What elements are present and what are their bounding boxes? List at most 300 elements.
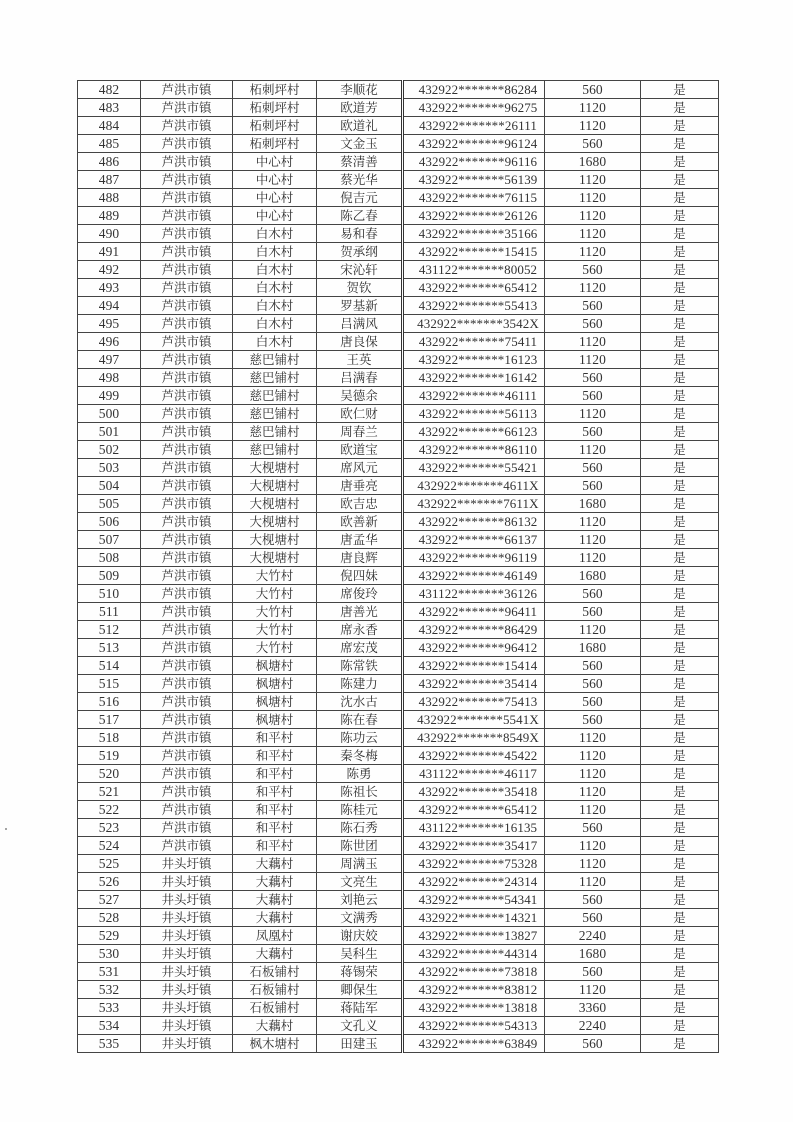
row-number-cell: 495	[78, 315, 141, 333]
status-cell: 是	[641, 477, 719, 495]
name-cell: 蔡清善	[317, 153, 403, 171]
amount-cell: 560	[545, 459, 641, 477]
status-cell: 是	[641, 945, 719, 963]
table-row	[78, 639, 719, 657]
name-cell: 吴德余	[317, 387, 403, 405]
status-cell: 是	[641, 423, 719, 441]
id-number-cell: 432922*******35417	[403, 837, 545, 855]
name-cell: 唐善光	[317, 603, 403, 621]
town-cell: 芦洪市镇	[141, 675, 233, 693]
name-cell: 陈祖长	[317, 783, 403, 801]
row-number-cell: 498	[78, 369, 141, 387]
row-number-cell: 523	[78, 819, 141, 837]
name-cell: 欧道芳	[317, 99, 403, 117]
amount-cell: 560	[545, 81, 641, 99]
table-row	[78, 459, 719, 477]
status-cell: 是	[641, 855, 719, 873]
village-cell: 枫塘村	[233, 711, 317, 729]
town-cell: 芦洪市镇	[141, 153, 233, 171]
table-row	[78, 747, 719, 765]
name-cell: 王英	[317, 351, 403, 369]
name-cell: 吕满春	[317, 369, 403, 387]
village-cell: 慈巴铺村	[233, 423, 317, 441]
village-cell: 白木村	[233, 315, 317, 333]
id-number-cell: 432922*******65412	[403, 801, 545, 819]
village-cell: 大竹村	[233, 567, 317, 585]
row-number-cell: 497	[78, 351, 141, 369]
town-cell: 井头圩镇	[141, 981, 233, 999]
table-row	[78, 999, 719, 1017]
town-cell: 芦洪市镇	[141, 369, 233, 387]
name-cell: 陈常铁	[317, 657, 403, 675]
name-cell: 席风元	[317, 459, 403, 477]
village-cell: 大枧塘村	[233, 549, 317, 567]
town-cell: 芦洪市镇	[141, 585, 233, 603]
village-cell: 大竹村	[233, 585, 317, 603]
town-cell: 芦洪市镇	[141, 747, 233, 765]
amount-cell: 2240	[545, 927, 641, 945]
name-cell: 唐良辉	[317, 549, 403, 567]
status-cell: 是	[641, 567, 719, 585]
village-cell: 枫塘村	[233, 693, 317, 711]
amount-cell: 560	[545, 369, 641, 387]
amount-cell: 560	[545, 315, 641, 333]
id-number-cell: 432922*******55413	[403, 297, 545, 315]
table-row	[78, 891, 719, 909]
table-row	[78, 927, 719, 945]
row-number-cell: 496	[78, 333, 141, 351]
row-number-cell: 485	[78, 135, 141, 153]
row-number-cell: 486	[78, 153, 141, 171]
name-cell: 席宏茂	[317, 639, 403, 657]
name-cell: 席永香	[317, 621, 403, 639]
id-number-cell: 432922*******35418	[403, 783, 545, 801]
table-row	[78, 657, 719, 675]
amount-cell: 1120	[545, 207, 641, 225]
village-cell: 中心村	[233, 153, 317, 171]
id-number-cell: 432922*******4611X	[403, 477, 545, 495]
status-cell: 是	[641, 153, 719, 171]
amount-cell: 560	[545, 909, 641, 927]
status-cell: 是	[641, 585, 719, 603]
status-cell: 是	[641, 711, 719, 729]
town-cell: 井头圩镇	[141, 1017, 233, 1035]
row-number-cell: 526	[78, 873, 141, 891]
id-number-cell: 432922*******46111	[403, 387, 545, 405]
village-cell: 大藕村	[233, 1017, 317, 1035]
id-number-cell: 432922*******13818	[403, 999, 545, 1017]
name-cell: 贺承纲	[317, 243, 403, 261]
amount-cell: 1120	[545, 837, 641, 855]
town-cell: 芦洪市镇	[141, 801, 233, 819]
table-row	[78, 513, 719, 531]
amount-cell: 1680	[545, 945, 641, 963]
table-row	[78, 963, 719, 981]
table-row	[78, 837, 719, 855]
table-row	[78, 729, 719, 747]
amount-cell: 560	[545, 675, 641, 693]
id-number-cell: 432922*******14321	[403, 909, 545, 927]
table-row	[78, 81, 719, 99]
name-cell: 欧吉忠	[317, 495, 403, 513]
name-cell: 吕满风	[317, 315, 403, 333]
town-cell: 芦洪市镇	[141, 513, 233, 531]
name-cell: 文满秀	[317, 909, 403, 927]
status-cell: 是	[641, 963, 719, 981]
id-number-cell: 432922*******46149	[403, 567, 545, 585]
name-cell: 唐垂亮	[317, 477, 403, 495]
amount-cell: 3360	[545, 999, 641, 1017]
town-cell: 芦洪市镇	[141, 639, 233, 657]
row-number-cell: 509	[78, 567, 141, 585]
id-number-cell: 432922*******54341	[403, 891, 545, 909]
town-cell: 芦洪市镇	[141, 441, 233, 459]
name-cell: 倪吉元	[317, 189, 403, 207]
row-number-cell: 534	[78, 1017, 141, 1035]
row-number-cell: 484	[78, 117, 141, 135]
town-cell: 芦洪市镇	[141, 729, 233, 747]
table-row	[78, 855, 719, 873]
town-cell: 芦洪市镇	[141, 189, 233, 207]
row-number-cell: 487	[78, 171, 141, 189]
status-cell: 是	[641, 369, 719, 387]
name-cell: 沈水古	[317, 693, 403, 711]
table-row	[78, 873, 719, 891]
town-cell: 芦洪市镇	[141, 279, 233, 297]
amount-cell: 1120	[545, 873, 641, 891]
id-number-cell: 432922*******3542X	[403, 315, 545, 333]
amount-cell: 1680	[545, 495, 641, 513]
amount-cell: 560	[545, 819, 641, 837]
table-row	[78, 351, 719, 369]
status-cell: 是	[641, 225, 719, 243]
row-number-cell: 516	[78, 693, 141, 711]
village-cell: 柘刺坪村	[233, 81, 317, 99]
town-cell: 芦洪市镇	[141, 657, 233, 675]
id-number-cell: 432922*******86132	[403, 513, 545, 531]
row-number-cell: 508	[78, 549, 141, 567]
table-row	[78, 405, 719, 423]
row-number-cell: 494	[78, 297, 141, 315]
name-cell: 欧仁财	[317, 405, 403, 423]
status-cell: 是	[641, 891, 719, 909]
table-row	[78, 207, 719, 225]
table-row	[78, 279, 719, 297]
village-cell: 和平村	[233, 747, 317, 765]
table-row	[78, 621, 719, 639]
village-cell: 中心村	[233, 207, 317, 225]
row-number-cell: 482	[78, 81, 141, 99]
name-cell: 文金玉	[317, 135, 403, 153]
id-number-cell: 432922*******55421	[403, 459, 545, 477]
town-cell: 芦洪市镇	[141, 243, 233, 261]
name-cell: 欧善新	[317, 513, 403, 531]
town-cell: 芦洪市镇	[141, 315, 233, 333]
id-number-cell: 432922*******16123	[403, 351, 545, 369]
amount-cell: 1120	[545, 621, 641, 639]
name-cell: 蒋陆军	[317, 999, 403, 1017]
row-number-cell: 505	[78, 495, 141, 513]
id-number-cell: 432922*******86110	[403, 441, 545, 459]
id-number-cell: 432922*******96412	[403, 639, 545, 657]
amount-cell: 560	[545, 477, 641, 495]
town-cell: 芦洪市镇	[141, 333, 233, 351]
status-cell: 是	[641, 819, 719, 837]
table-row	[78, 711, 719, 729]
status-cell: 是	[641, 873, 719, 891]
row-number-cell: 491	[78, 243, 141, 261]
row-number-cell: 504	[78, 477, 141, 495]
table-row	[78, 225, 719, 243]
row-number-cell: 501	[78, 423, 141, 441]
table-row	[78, 189, 719, 207]
amount-cell: 1120	[545, 189, 641, 207]
amount-cell: 1120	[545, 333, 641, 351]
status-cell: 是	[641, 657, 719, 675]
row-number-cell: 530	[78, 945, 141, 963]
row-number-cell: 527	[78, 891, 141, 909]
table-row	[78, 117, 719, 135]
id-number-cell: 432922*******96275	[403, 99, 545, 117]
status-cell: 是	[641, 459, 719, 477]
id-number-cell: 431122*******46117	[403, 765, 545, 783]
table-row	[78, 675, 719, 693]
id-number-cell: 431122*******16135	[403, 819, 545, 837]
town-cell: 芦洪市镇	[141, 387, 233, 405]
amount-cell: 560	[545, 891, 641, 909]
village-cell: 柘刺坪村	[233, 99, 317, 117]
amount-cell: 1120	[545, 279, 641, 297]
town-cell: 芦洪市镇	[141, 549, 233, 567]
id-number-cell: 431122*******80052	[403, 261, 545, 279]
amount-cell: 1680	[545, 639, 641, 657]
amount-cell: 1120	[545, 765, 641, 783]
town-cell: 芦洪市镇	[141, 171, 233, 189]
row-number-cell: 529	[78, 927, 141, 945]
town-cell: 芦洪市镇	[141, 837, 233, 855]
name-cell: 田建玉	[317, 1035, 403, 1053]
status-cell: 是	[641, 729, 719, 747]
table-row	[78, 801, 719, 819]
status-cell: 是	[641, 297, 719, 315]
id-number-cell: 432922*******75328	[403, 855, 545, 873]
name-cell: 席俊玲	[317, 585, 403, 603]
name-cell: 陈在春	[317, 711, 403, 729]
amount-cell: 560	[545, 1035, 641, 1053]
amount-cell: 560	[545, 693, 641, 711]
id-number-cell: 432922*******66123	[403, 423, 545, 441]
amount-cell: 1120	[545, 801, 641, 819]
amount-cell: 560	[545, 711, 641, 729]
town-cell: 芦洪市镇	[141, 207, 233, 225]
amount-cell: 2240	[545, 1017, 641, 1035]
id-number-cell: 432922*******65412	[403, 279, 545, 297]
id-number-cell: 432922*******75413	[403, 693, 545, 711]
row-number-cell: 513	[78, 639, 141, 657]
amount-cell: 1120	[545, 99, 641, 117]
town-cell: 芦洪市镇	[141, 297, 233, 315]
table-row	[78, 495, 719, 513]
status-cell: 是	[641, 171, 719, 189]
status-cell: 是	[641, 279, 719, 297]
status-cell: 是	[641, 909, 719, 927]
name-cell: 唐良保	[317, 333, 403, 351]
name-cell: 陈功云	[317, 729, 403, 747]
table-row	[78, 549, 719, 567]
row-number-cell: 535	[78, 1035, 141, 1053]
row-number-cell: 520	[78, 765, 141, 783]
village-cell: 石板铺村	[233, 981, 317, 999]
name-cell: 文孔义	[317, 1017, 403, 1035]
roster-table	[77, 80, 719, 1053]
amount-cell: 1680	[545, 567, 641, 585]
village-cell: 和平村	[233, 801, 317, 819]
village-cell: 大竹村	[233, 621, 317, 639]
name-cell: 秦冬梅	[317, 747, 403, 765]
town-cell: 井头圩镇	[141, 927, 233, 945]
village-cell: 柘刺坪村	[233, 117, 317, 135]
village-cell: 大枧塘村	[233, 513, 317, 531]
town-cell: 芦洪市镇	[141, 783, 233, 801]
amount-cell: 1120	[545, 549, 641, 567]
town-cell: 芦洪市镇	[141, 225, 233, 243]
row-number-cell: 528	[78, 909, 141, 927]
village-cell: 石板铺村	[233, 963, 317, 981]
table-row	[78, 1017, 719, 1035]
village-cell: 白木村	[233, 279, 317, 297]
amount-cell: 1120	[545, 171, 641, 189]
town-cell: 井头圩镇	[141, 909, 233, 927]
id-number-cell: 432922*******73818	[403, 963, 545, 981]
status-cell: 是	[641, 513, 719, 531]
town-cell: 芦洪市镇	[141, 261, 233, 279]
town-cell: 芦洪市镇	[141, 81, 233, 99]
village-cell: 大枧塘村	[233, 495, 317, 513]
town-cell: 芦洪市镇	[141, 765, 233, 783]
village-cell: 慈巴铺村	[233, 387, 317, 405]
name-cell: 倪四妹	[317, 567, 403, 585]
id-number-cell: 432922*******24314	[403, 873, 545, 891]
town-cell: 井头圩镇	[141, 873, 233, 891]
table-row	[78, 243, 719, 261]
name-cell: 易和春	[317, 225, 403, 243]
amount-cell: 1120	[545, 117, 641, 135]
table-row	[78, 441, 719, 459]
name-cell: 陈勇	[317, 765, 403, 783]
id-number-cell: 432922*******5541X	[403, 711, 545, 729]
id-number-cell: 432922*******15414	[403, 657, 545, 675]
row-number-cell: 489	[78, 207, 141, 225]
id-number-cell: 432922*******56139	[403, 171, 545, 189]
id-number-cell: 432922*******54313	[403, 1017, 545, 1035]
town-cell: 芦洪市镇	[141, 117, 233, 135]
id-number-cell: 432922*******75411	[403, 333, 545, 351]
table-row	[78, 99, 719, 117]
village-cell: 慈巴铺村	[233, 369, 317, 387]
town-cell: 芦洪市镇	[141, 531, 233, 549]
roster-table-body	[78, 81, 719, 1053]
amount-cell: 1120	[545, 513, 641, 531]
row-number-cell: 524	[78, 837, 141, 855]
status-cell: 是	[641, 1035, 719, 1053]
status-cell: 是	[641, 387, 719, 405]
status-cell: 是	[641, 99, 719, 117]
village-cell: 白木村	[233, 333, 317, 351]
status-cell: 是	[641, 927, 719, 945]
amount-cell: 560	[545, 603, 641, 621]
status-cell: 是	[641, 351, 719, 369]
name-cell: 贺钦	[317, 279, 403, 297]
status-cell: 是	[641, 261, 719, 279]
amount-cell: 560	[545, 423, 641, 441]
id-number-cell: 432922*******86429	[403, 621, 545, 639]
village-cell: 凤凰村	[233, 927, 317, 945]
table-row	[78, 423, 719, 441]
status-cell: 是	[641, 531, 719, 549]
table-row	[78, 297, 719, 315]
row-number-cell: 512	[78, 621, 141, 639]
table-row	[78, 261, 719, 279]
name-cell: 欧道宝	[317, 441, 403, 459]
amount-cell: 560	[545, 261, 641, 279]
status-cell: 是	[641, 675, 719, 693]
amount-cell: 1120	[545, 225, 641, 243]
town-cell: 井头圩镇	[141, 963, 233, 981]
amount-cell: 1120	[545, 531, 641, 549]
village-cell: 大藕村	[233, 855, 317, 873]
status-cell: 是	[641, 549, 719, 567]
town-cell: 芦洪市镇	[141, 423, 233, 441]
village-cell: 中心村	[233, 189, 317, 207]
row-number-cell: 502	[78, 441, 141, 459]
table-row	[78, 333, 719, 351]
name-cell: 刘艳云	[317, 891, 403, 909]
id-number-cell: 432922*******76115	[403, 189, 545, 207]
name-cell: 罗基新	[317, 297, 403, 315]
village-cell: 枫塘村	[233, 657, 317, 675]
village-cell: 和平村	[233, 729, 317, 747]
id-number-cell: 431122*******36126	[403, 585, 545, 603]
village-cell: 大枧塘村	[233, 459, 317, 477]
town-cell: 芦洪市镇	[141, 459, 233, 477]
id-number-cell: 432922*******13827	[403, 927, 545, 945]
row-number-cell: 514	[78, 657, 141, 675]
row-number-cell: 533	[78, 999, 141, 1017]
row-number-cell: 511	[78, 603, 141, 621]
name-cell: 陈世团	[317, 837, 403, 855]
status-cell: 是	[641, 333, 719, 351]
status-cell: 是	[641, 135, 719, 153]
name-cell: 文亮生	[317, 873, 403, 891]
amount-cell: 1120	[545, 441, 641, 459]
status-cell: 是	[641, 603, 719, 621]
village-cell: 和平村	[233, 783, 317, 801]
id-number-cell: 432922*******44314	[403, 945, 545, 963]
row-number-cell: 499	[78, 387, 141, 405]
row-number-cell: 532	[78, 981, 141, 999]
status-cell: 是	[641, 1017, 719, 1035]
town-cell: 芦洪市镇	[141, 99, 233, 117]
row-number-cell: 519	[78, 747, 141, 765]
table-row	[78, 477, 719, 495]
town-cell: 芦洪市镇	[141, 819, 233, 837]
town-cell: 芦洪市镇	[141, 405, 233, 423]
id-number-cell: 432922*******83812	[403, 981, 545, 999]
row-number-cell: 483	[78, 99, 141, 117]
name-cell: 周春兰	[317, 423, 403, 441]
id-number-cell: 432922*******96116	[403, 153, 545, 171]
town-cell: 芦洪市镇	[141, 495, 233, 513]
